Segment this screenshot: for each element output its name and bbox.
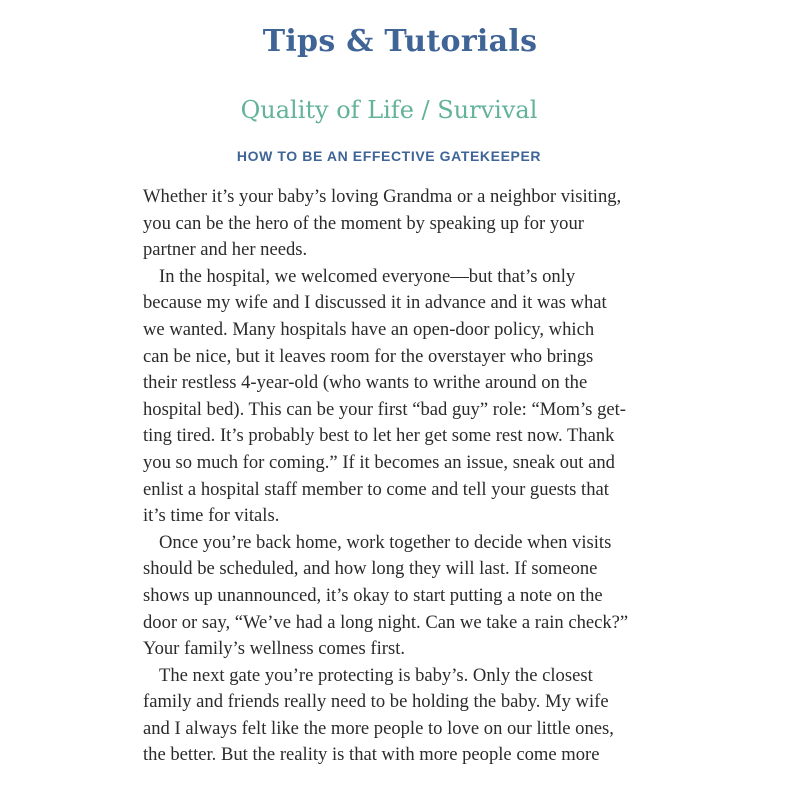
text-line: Whether it’s your baby’s loving Grandma or a neighbor visiting, bbox=[143, 186, 622, 207]
text-line: the better. But the reality is that with more people come more bbox=[143, 744, 600, 766]
text-line: and I always felt like the more people to love on our little ones, bbox=[143, 717, 614, 739]
text-line: door or say, “We’ve had a long night. Can we take a rain check?” bbox=[143, 611, 629, 633]
section-subtitle: Quality of Life / Survival bbox=[240, 96, 538, 124]
text-line: can be nice, but it leaves room for the overstayer who brings bbox=[143, 345, 594, 367]
text-line: ting tired. It’s probably best to let her get some rest now. Thank bbox=[143, 425, 615, 447]
text-line: we wanted. Many hospitals have an open-door policy, which bbox=[143, 318, 595, 340]
paragraph-start-line: The next gate you’re protecting is baby’s. Only the closest bbox=[159, 664, 593, 686]
text-line: family and friends really need to be holding the baby. My wife bbox=[143, 691, 609, 713]
text-line: it’s time for vitals. bbox=[143, 505, 280, 527]
paragraph-start-line: In the hospital, we welcomed everyone—but that’s only bbox=[159, 265, 576, 287]
text-line: you can be the hero of the moment by speaking up for your bbox=[143, 212, 584, 234]
text-line: enlist a hospital staff member to come and tell your guests that bbox=[143, 478, 609, 500]
section-heading: HOW TO BE AN EFFECTIVE GATEKEEPER bbox=[236, 148, 542, 164]
page-title: Tips & Tutorials bbox=[262, 24, 538, 59]
text-line: because my wife and I discussed it in advance and it was what bbox=[143, 292, 607, 314]
text-line: their restless 4-year-old (who wants to writhe around on the bbox=[143, 372, 588, 394]
text-line: partner and her needs. bbox=[143, 239, 308, 261]
text-line: Your family’s wellness comes first. bbox=[143, 638, 406, 660]
paragraph-start-line: Once you’re back home, work together to decide when visits bbox=[159, 531, 612, 553]
text-line: you so much for coming.” If it becomes an issue, sneak out and bbox=[143, 451, 615, 473]
text-line: shows up unannounced, it’s okay to start putting a note on the bbox=[143, 584, 603, 606]
text-line: hospital bed). This can be your first “bad guy” role: “Mom’s get- bbox=[143, 398, 626, 420]
text-line: should be scheduled, and how long they will last. If someone bbox=[143, 558, 598, 580]
body-text bbox=[143, 184, 629, 769]
